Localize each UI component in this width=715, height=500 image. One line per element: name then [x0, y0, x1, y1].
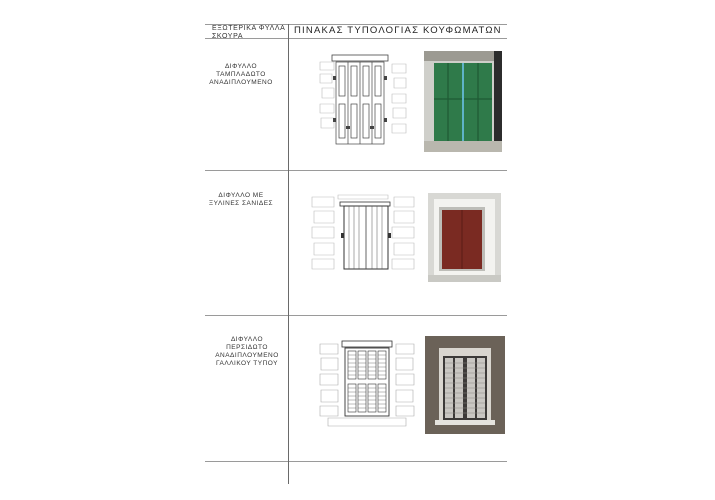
row3-label-line2: ΠΕΡΣΙΔΩΤΟ [226, 344, 268, 351]
row3-shutter-sketch [318, 338, 416, 430]
row3-label-line3: ΑΝΑΔΙΠΛΟΥΜΕΝΟ [215, 352, 279, 359]
table-bottom-rule [205, 461, 507, 462]
row1-label-line1: ΔΙΦΥΛΛΟ [224, 63, 258, 70]
column-divider [288, 24, 289, 484]
row1-label [186, 63, 296, 87]
row1-shutter-sketch [318, 52, 408, 152]
row-divider-1 [205, 170, 507, 171]
row2-label-line1: ΔΙΦΥΛΛΟ ΜΕ [218, 192, 264, 199]
row3-label [192, 336, 302, 368]
row3-label-line4: ΓΑΛΛΙΚΟΥ ΤΥΠΟΥ [216, 360, 278, 367]
page-title: ΠΙΝΑΚΑΣ ΤΥΠΟΛΟΓΙΑΣ ΚΟΥΦΩΜΑΤΩΝ [294, 25, 502, 36]
header-bottom-rule [205, 38, 507, 39]
row1-label-line3: ΑΝΑΔΙΠΛΟΥΜΕΝΟ [209, 79, 273, 86]
row3-shutter-photo [425, 336, 505, 434]
row2-label-line2: ΞΥΛΙΝΕΣ ΣΑΝΙΔΕΣ [208, 200, 274, 207]
row2-shutter-photo [428, 193, 501, 282]
header-left-line1: ΕΞΩΤΕΡΙΚΑ ΦΥΛΛΑ [212, 25, 286, 32]
row2-label [186, 192, 296, 208]
header-left-line2: ΣΚΟΥΡΑ [212, 33, 244, 40]
row-divider-2 [205, 315, 507, 316]
row1-label-line2: ΤΑΜΠΛΑΔΩΤΟ [216, 71, 266, 78]
row3-label-line1: ΔΙΦΥΛΛΟ [230, 336, 264, 343]
row1-shutter-photo [424, 51, 502, 152]
row2-shutter-sketch [310, 193, 416, 273]
